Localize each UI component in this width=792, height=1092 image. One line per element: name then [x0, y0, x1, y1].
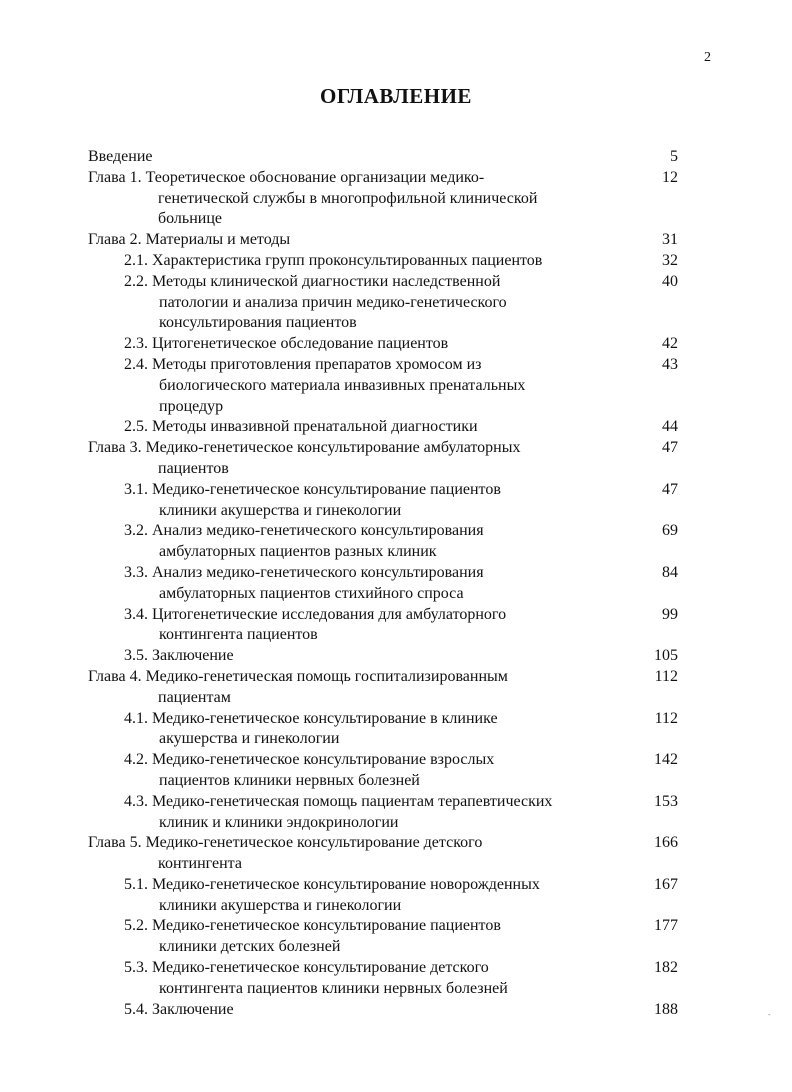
toc-entry [88, 833, 688, 875]
toc-entry [88, 230, 688, 251]
toc-entry-page: 112 [654, 709, 678, 727]
toc-entry-line: процедур [159, 397, 224, 415]
toc-entry-page: 42 [662, 335, 678, 353]
toc-entry [88, 605, 688, 647]
toc-entry-line: амбулаторных пациентов стихийного спроса [159, 584, 464, 602]
toc-entry-title [88, 667, 624, 709]
toc-entry-title [88, 563, 624, 605]
toc-entry-line: биологического материала инвазивных пренатальных [159, 376, 526, 394]
toc-entry [88, 916, 688, 958]
toc-entry [88, 667, 688, 709]
toc-entry [88, 646, 688, 667]
toc-entry-line: 5.4. Заключение [124, 1000, 234, 1018]
toc-entry-page: 142 [654, 751, 678, 769]
toc-entry-title [88, 916, 624, 958]
toc-entry [88, 792, 688, 834]
toc-entry [88, 251, 688, 272]
scan-mark: - [768, 1010, 771, 1019]
toc-entry-page: 167 [654, 875, 678, 893]
toc-entry-page: 182 [654, 959, 678, 977]
toc-entry-line: 2.5. Методы инвазивной пренатальной диагностики [124, 418, 478, 436]
toc-entry-title [88, 605, 624, 647]
toc-entry-title [88, 833, 624, 875]
toc-entry-page: 5 [670, 148, 678, 165]
toc-entry-line: пациентов [158, 459, 229, 477]
toc-entry-title [88, 168, 624, 230]
toc-entry-line: 3.1. Медико-генетическое консультирование пациентов [124, 480, 501, 498]
page-number: 2 [704, 50, 711, 65]
toc-entry-line: контингента пациентов клиники нервных болезней [159, 979, 508, 997]
toc-entry-title [88, 1000, 624, 1021]
toc-entry-title [88, 792, 624, 834]
toc-entry-line: 4.3. Медико-генетическая помощь пациентам терапевтических [124, 792, 553, 810]
toc-entry-line: контингента [158, 855, 242, 873]
toc-entry-line: 3.4. Цитогенетические исследования для амбулаторного [124, 605, 507, 623]
toc-entry-title [88, 480, 624, 522]
toc-entry-page: 43 [662, 355, 678, 373]
toc-entry-line: Глава 3. Медико-генетическое консультирование амбулаторных [88, 439, 521, 457]
toc-entry-line: контингента пациентов [159, 626, 318, 644]
toc-entry-line: клиники детских болезней [159, 938, 341, 956]
toc-entry-line: 3.3. Анализ медико-генетического консультирования [124, 563, 484, 581]
toc-entry-page: 44 [662, 418, 678, 436]
toc-entry-page: 166 [654, 834, 678, 852]
toc-entry-line: 2.1. Характеристика групп проконсультированных пациентов [124, 251, 543, 269]
toc-entry [88, 272, 688, 334]
toc-entry-line: консультирования пациентов [159, 314, 357, 332]
toc-entry-line: клиники акушерства и гинекологии [159, 896, 402, 914]
toc-entry-line: Глава 1. Теоретическое обоснование организации медико- [88, 168, 485, 186]
toc-entry [88, 958, 688, 1000]
toc-entry-page: 188 [654, 1000, 678, 1018]
toc-entry [88, 168, 688, 230]
toc-entry-line: 5.2. Медико-генетическое консультирование пациентов [124, 917, 501, 935]
toc-entry [88, 355, 688, 417]
toc-entry-line: Глава 2. Материалы и методы [88, 231, 291, 249]
toc-entry-page: 105 [654, 647, 678, 665]
toc-entry [88, 480, 688, 522]
toc-entry-title [88, 355, 624, 417]
toc-entry [88, 521, 688, 563]
toc-entry-line: Введение [88, 148, 153, 165]
toc-entry-page: 31 [662, 231, 678, 249]
toc-entry-title [88, 334, 624, 355]
toc-entry-title [88, 272, 624, 334]
toc-entry-title [88, 230, 624, 251]
toc-entry-line: больнице [158, 210, 222, 228]
toc-entry [88, 147, 688, 168]
toc-entry-line: Глава 5. Медико-генетическое консультирование детского [88, 834, 483, 852]
toc-entry-line: 5.3. Медико-генетическое консультирование детского [124, 959, 489, 977]
toc-entry-line: 3.5. Заключение [124, 647, 234, 665]
toc-entry-line: 5.1. Медико-генетическое консультирование новорожденных [124, 875, 540, 893]
toc-entry-page: 177 [654, 917, 678, 935]
toc-entry-title [88, 438, 624, 480]
toc-entry-title [88, 875, 624, 917]
toc-entry [88, 1000, 688, 1021]
toc-entry-page: 40 [662, 272, 678, 290]
toc-entry-line: 2.3. Цитогенетическое обследование пациентов [124, 335, 449, 353]
toc-entry-title [88, 147, 624, 168]
toc-entry-page: 69 [662, 522, 678, 540]
toc-entry-line: 2.4. Методы приготовления препаратов хромосом из [124, 355, 482, 373]
toc-entry-title [88, 709, 624, 751]
toc-entry-line: клиник и клиники эндокринологии [159, 813, 399, 831]
toc-entry-line: 4.1. Медико-генетическое консультирование в клинике [124, 709, 498, 727]
toc-entry [88, 875, 688, 917]
toc-entry-line: генетической службы в многопрофильной клинической [158, 189, 538, 207]
toc-entry-page: 84 [662, 563, 678, 581]
toc-entry [88, 709, 688, 751]
table-of-contents [88, 147, 688, 1020]
toc-entry-title [88, 750, 624, 792]
toc-entry-line: 2.2. Методы клинической диагностики наследственной [124, 272, 501, 290]
toc-entry-line: 4.2. Медико-генетическое консультирование взрослых [124, 751, 495, 769]
toc-entry-page: 47 [662, 480, 678, 498]
page-title: ОГЛАВЛЕНИЕ [320, 84, 472, 108]
toc-entry-title [88, 417, 624, 438]
toc-entry [88, 334, 688, 355]
toc-entry-line: патологии и анализа причин медико-генетического [159, 293, 507, 311]
toc-entry-line: акушерства и гинекологии [159, 730, 340, 748]
toc-entry-line: амбулаторных пациентов разных клиник [159, 543, 437, 561]
toc-entry-title [88, 251, 624, 272]
toc-entry-page: 32 [662, 251, 678, 269]
toc-entry [88, 563, 688, 605]
toc-entry-page: 47 [662, 439, 678, 457]
toc-entry-title [88, 646, 624, 667]
toc-entry-page: 12 [662, 168, 678, 186]
toc-entry-line: пациентов клиники нервных болезней [159, 771, 420, 789]
toc-entry-title [88, 521, 624, 563]
toc-entry [88, 438, 688, 480]
toc-entry-line: клиники акушерства и гинекологии [159, 501, 402, 519]
toc-entry-title [88, 958, 624, 1000]
toc-entry-line: 3.2. Анализ медико-генетического консультирования [124, 522, 484, 540]
toc-entry-page: 99 [662, 605, 678, 623]
toc-entry-line: пациентам [158, 688, 231, 706]
toc-entry [88, 417, 688, 438]
toc-entry-line: Глава 4. Медико-генетическая помощь госпитализированным [88, 667, 508, 685]
toc-entry-page: 153 [654, 792, 678, 810]
toc-entry [88, 750, 688, 792]
toc-entry-page: 112 [654, 667, 678, 685]
